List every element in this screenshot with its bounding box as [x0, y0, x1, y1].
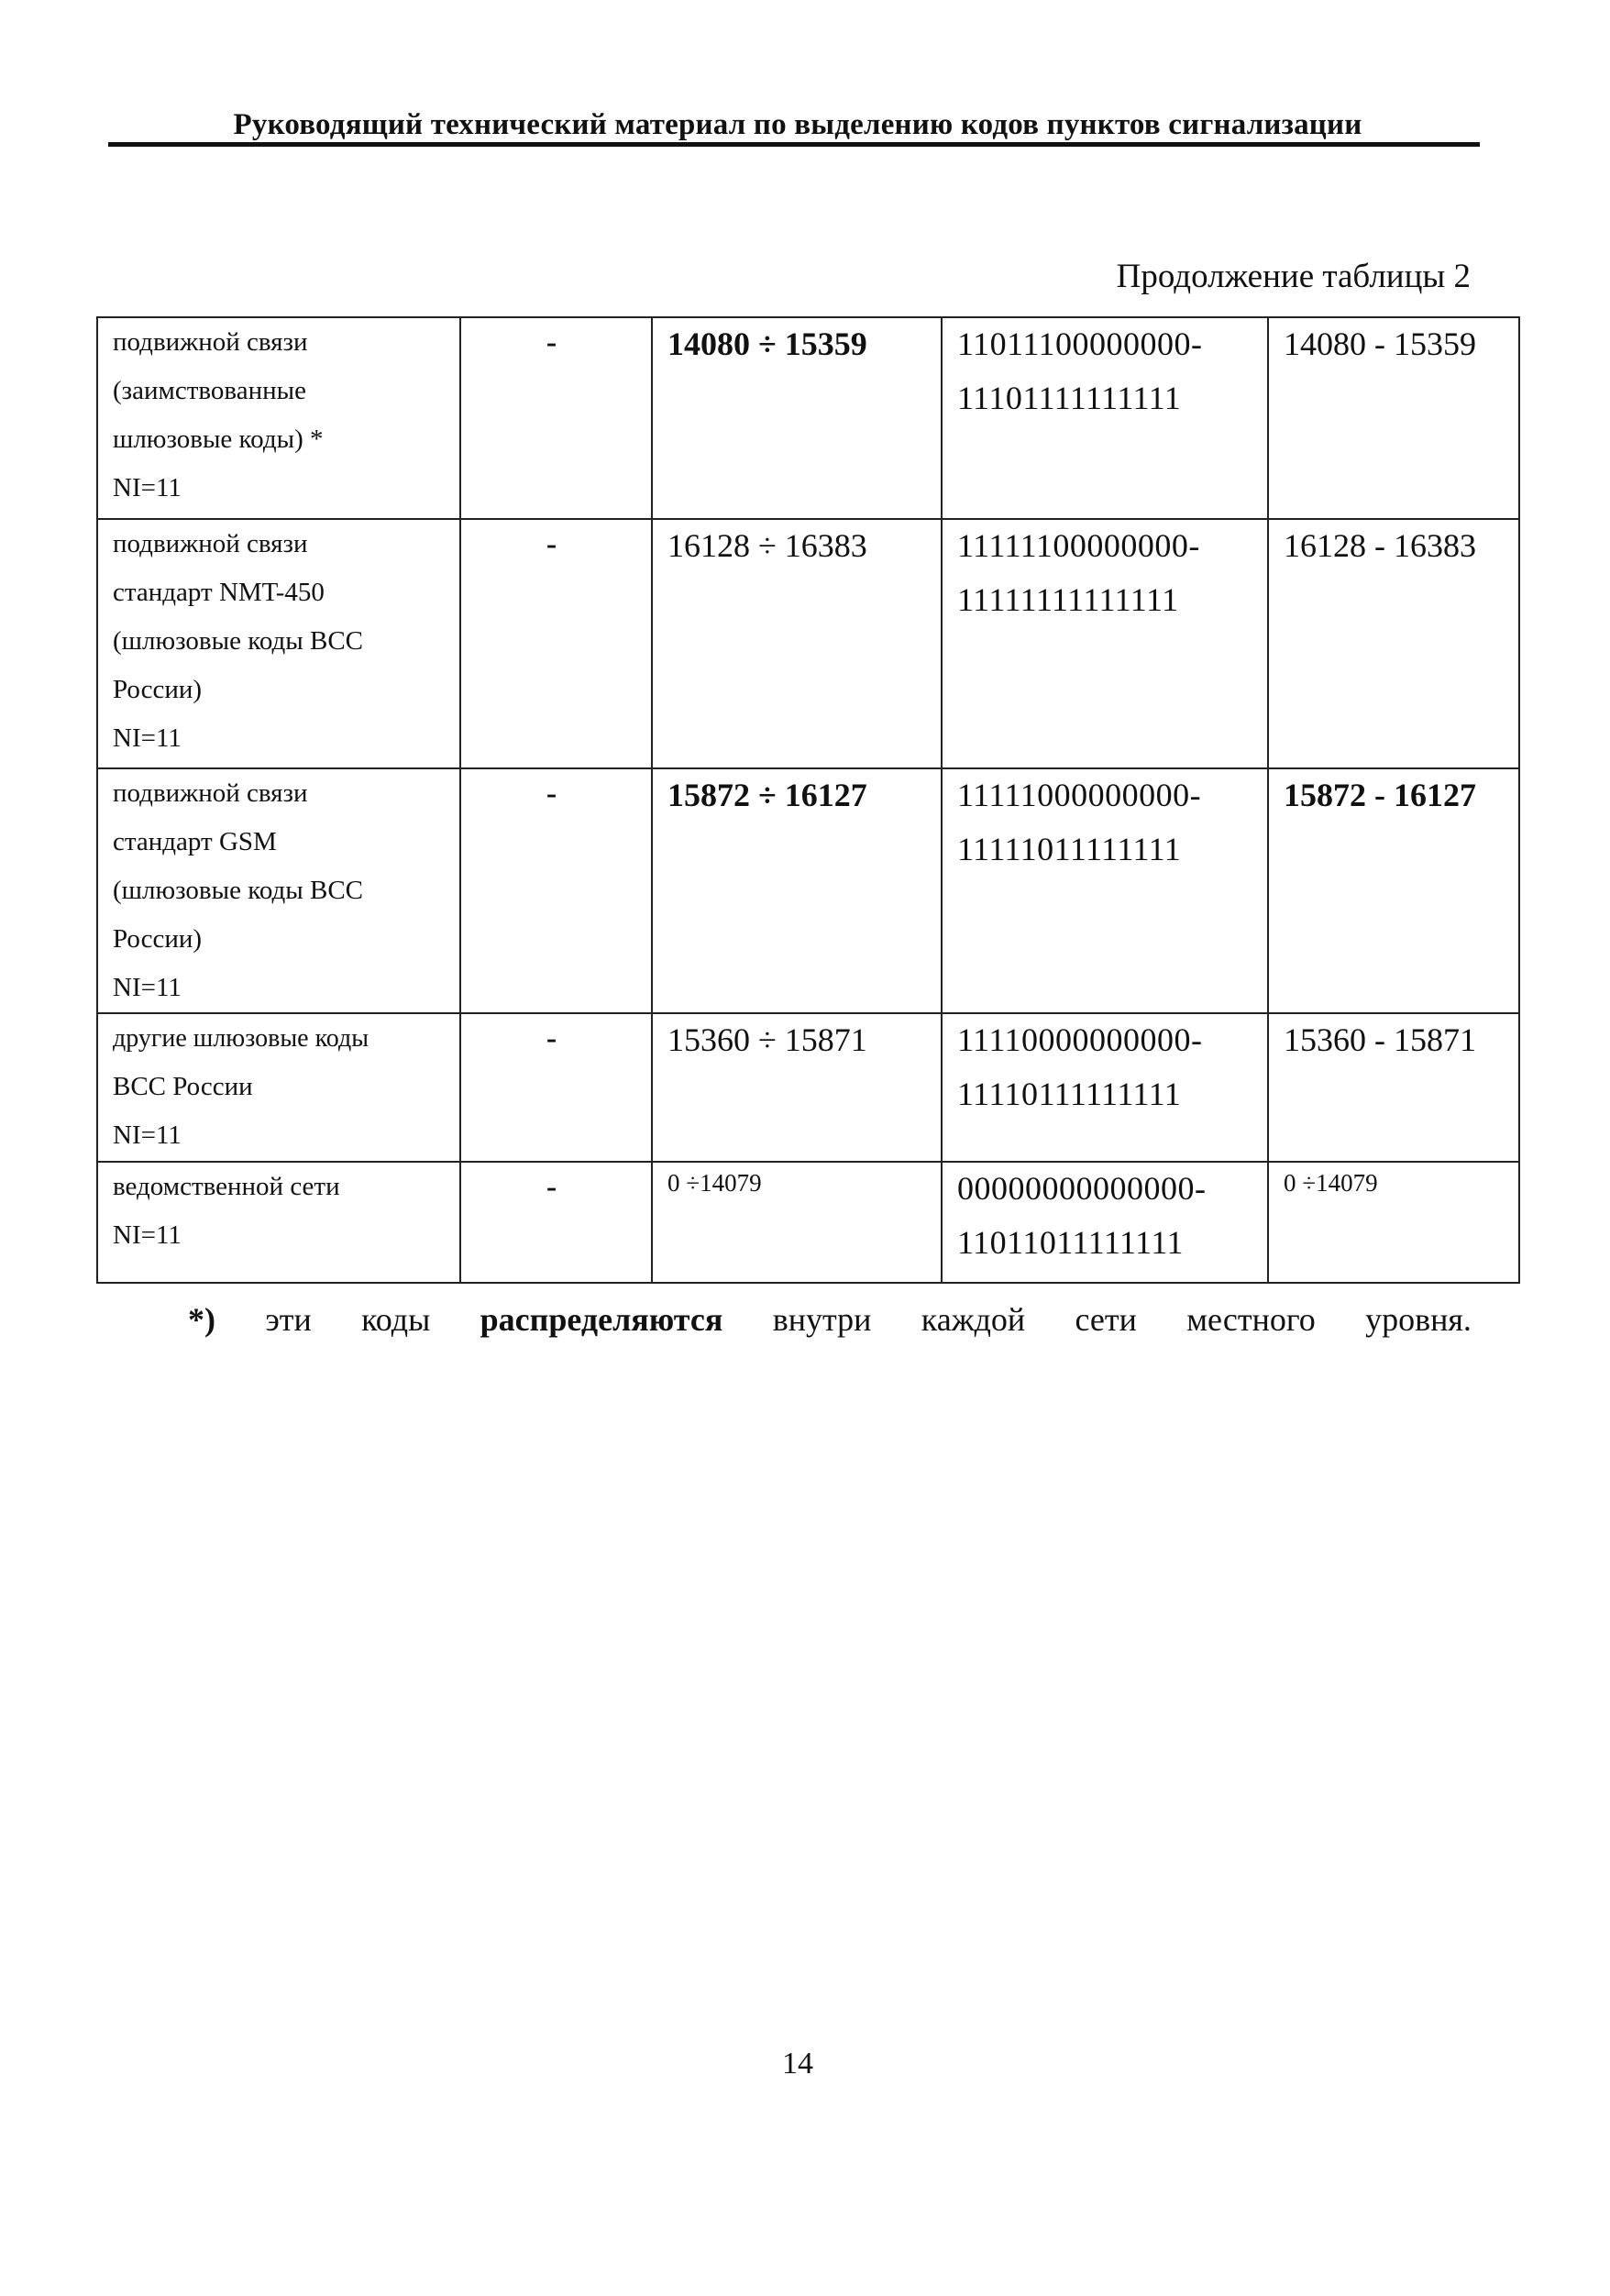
table-row	[97, 1162, 1519, 1283]
decimal-range-cell	[1268, 519, 1519, 768]
decimal-range-cell	[1268, 1013, 1519, 1162]
binary-start: 11110000000000-	[957, 1021, 1203, 1058]
description-line: (шлюзовые коды ВСС	[113, 626, 364, 656]
footnote-word: каждой	[921, 1301, 1026, 1338]
dash-value: -	[546, 326, 557, 359]
decimal-range-value: 15360 - 15871	[1284, 1021, 1476, 1058]
decimal-range-value: 16128 - 16383	[1284, 527, 1476, 564]
decimal-range-cell	[1268, 317, 1519, 519]
description-line: стандарт NMT-450	[113, 578, 325, 607]
binary-start: 11011100000000-	[957, 326, 1203, 362]
dash-value: -	[546, 527, 557, 561]
binary-start: 11111100000000-	[957, 527, 1200, 564]
binary-start: 11111000000000-	[957, 777, 1202, 813]
binary-end: 11011011111111	[957, 1224, 1184, 1261]
dash-cell	[460, 768, 652, 1013]
binary-end: 11101111111111	[957, 380, 1182, 416]
description-line: стандарт GSM	[113, 827, 277, 856]
description-line: NI=11	[113, 723, 182, 753]
description-line: (шлюзовые коды ВСС	[113, 876, 364, 905]
binary-range-cell	[942, 519, 1268, 768]
decimal-range-value: 0 ÷14079	[1284, 1169, 1378, 1197]
table-row	[97, 1013, 1519, 1162]
network-description-cell	[97, 1013, 460, 1162]
code-range-value: 0 ÷14079	[667, 1169, 762, 1197]
description-line: подвижной связи	[113, 778, 308, 808]
dash-cell	[460, 1013, 652, 1162]
code-range-cell	[652, 1013, 942, 1162]
footnote-word: распределяются	[480, 1301, 723, 1338]
description-line: шлюзовые коды) *	[113, 425, 324, 454]
decimal-range-cell	[1268, 1162, 1519, 1283]
code-range-cell	[652, 317, 942, 519]
binary-range-cell	[942, 317, 1268, 519]
page-number: 14	[782, 2047, 813, 2081]
network-description-cell	[97, 519, 460, 768]
description-line: другие шлюзовые коды	[113, 1024, 369, 1053]
header-rule	[108, 142, 1480, 147]
code-range-cell	[652, 1162, 942, 1283]
table-continuation-label: Продолжение таблицы 2	[1116, 258, 1471, 295]
footnote-word: эти	[265, 1301, 312, 1338]
description-line: ведомственной сети	[113, 1172, 340, 1201]
table-row	[97, 317, 1519, 519]
binary-range-cell	[942, 1162, 1268, 1283]
footnote-word: местного	[1186, 1301, 1316, 1338]
decimal-range-value: 14080 - 15359	[1284, 326, 1476, 362]
code-range-value: 15360 ÷ 15871	[667, 1021, 867, 1058]
dash-cell	[460, 519, 652, 768]
table-footnote	[188, 1300, 1472, 1339]
signaling-codes-table	[96, 316, 1520, 1284]
dash-value: -	[546, 1170, 557, 1204]
footnote-word: сети	[1075, 1301, 1137, 1338]
dash-cell	[460, 317, 652, 519]
footnote-word: внутри	[772, 1301, 872, 1338]
description-line: ВСС России	[113, 1072, 253, 1101]
code-range-value: 16128 ÷ 16383	[667, 527, 867, 564]
decimal-range-cell	[1268, 768, 1519, 1013]
running-header-title: Руководящий технический материал по выделению кодов пунктов сигнализации	[233, 108, 1362, 141]
network-description-cell	[97, 768, 460, 1013]
description-line: подвижной связи	[113, 327, 308, 357]
footnote-word: уровня.	[1365, 1301, 1472, 1338]
description-line: России)	[113, 675, 203, 704]
binary-start: 00000000000000-	[957, 1170, 1207, 1207]
table-row	[97, 768, 1519, 1013]
footnote-word: коды	[361, 1301, 431, 1338]
description-line: NI=11	[113, 1120, 182, 1150]
decimal-range-value: 15872 - 16127	[1284, 777, 1476, 813]
binary-range-cell	[942, 768, 1268, 1013]
description-line: (заимствованные	[113, 376, 306, 405]
description-line: России)	[113, 924, 203, 954]
network-description-cell	[97, 1162, 460, 1283]
footnote-marker: *)	[188, 1301, 215, 1338]
description-line: NI=11	[113, 473, 182, 502]
dash-value: -	[546, 777, 557, 811]
dash-value: -	[546, 1021, 557, 1055]
code-range-value: 15872 ÷ 16127	[667, 777, 867, 813]
binary-end: 11110111111111	[957, 1076, 1182, 1112]
binary-end: 11111111111111	[957, 581, 1179, 618]
network-description-cell	[97, 317, 460, 519]
table-row	[97, 519, 1519, 768]
description-line: подвижной связи	[113, 529, 308, 558]
dash-cell	[460, 1162, 652, 1283]
description-line: NI=11	[113, 1220, 182, 1250]
code-range-value: 14080 ÷ 15359	[667, 326, 867, 362]
code-range-cell	[652, 768, 942, 1013]
binary-end: 11111011111111	[957, 831, 1182, 867]
description-line: NI=11	[113, 973, 182, 1002]
code-range-cell	[652, 519, 942, 768]
binary-range-cell	[942, 1013, 1268, 1162]
